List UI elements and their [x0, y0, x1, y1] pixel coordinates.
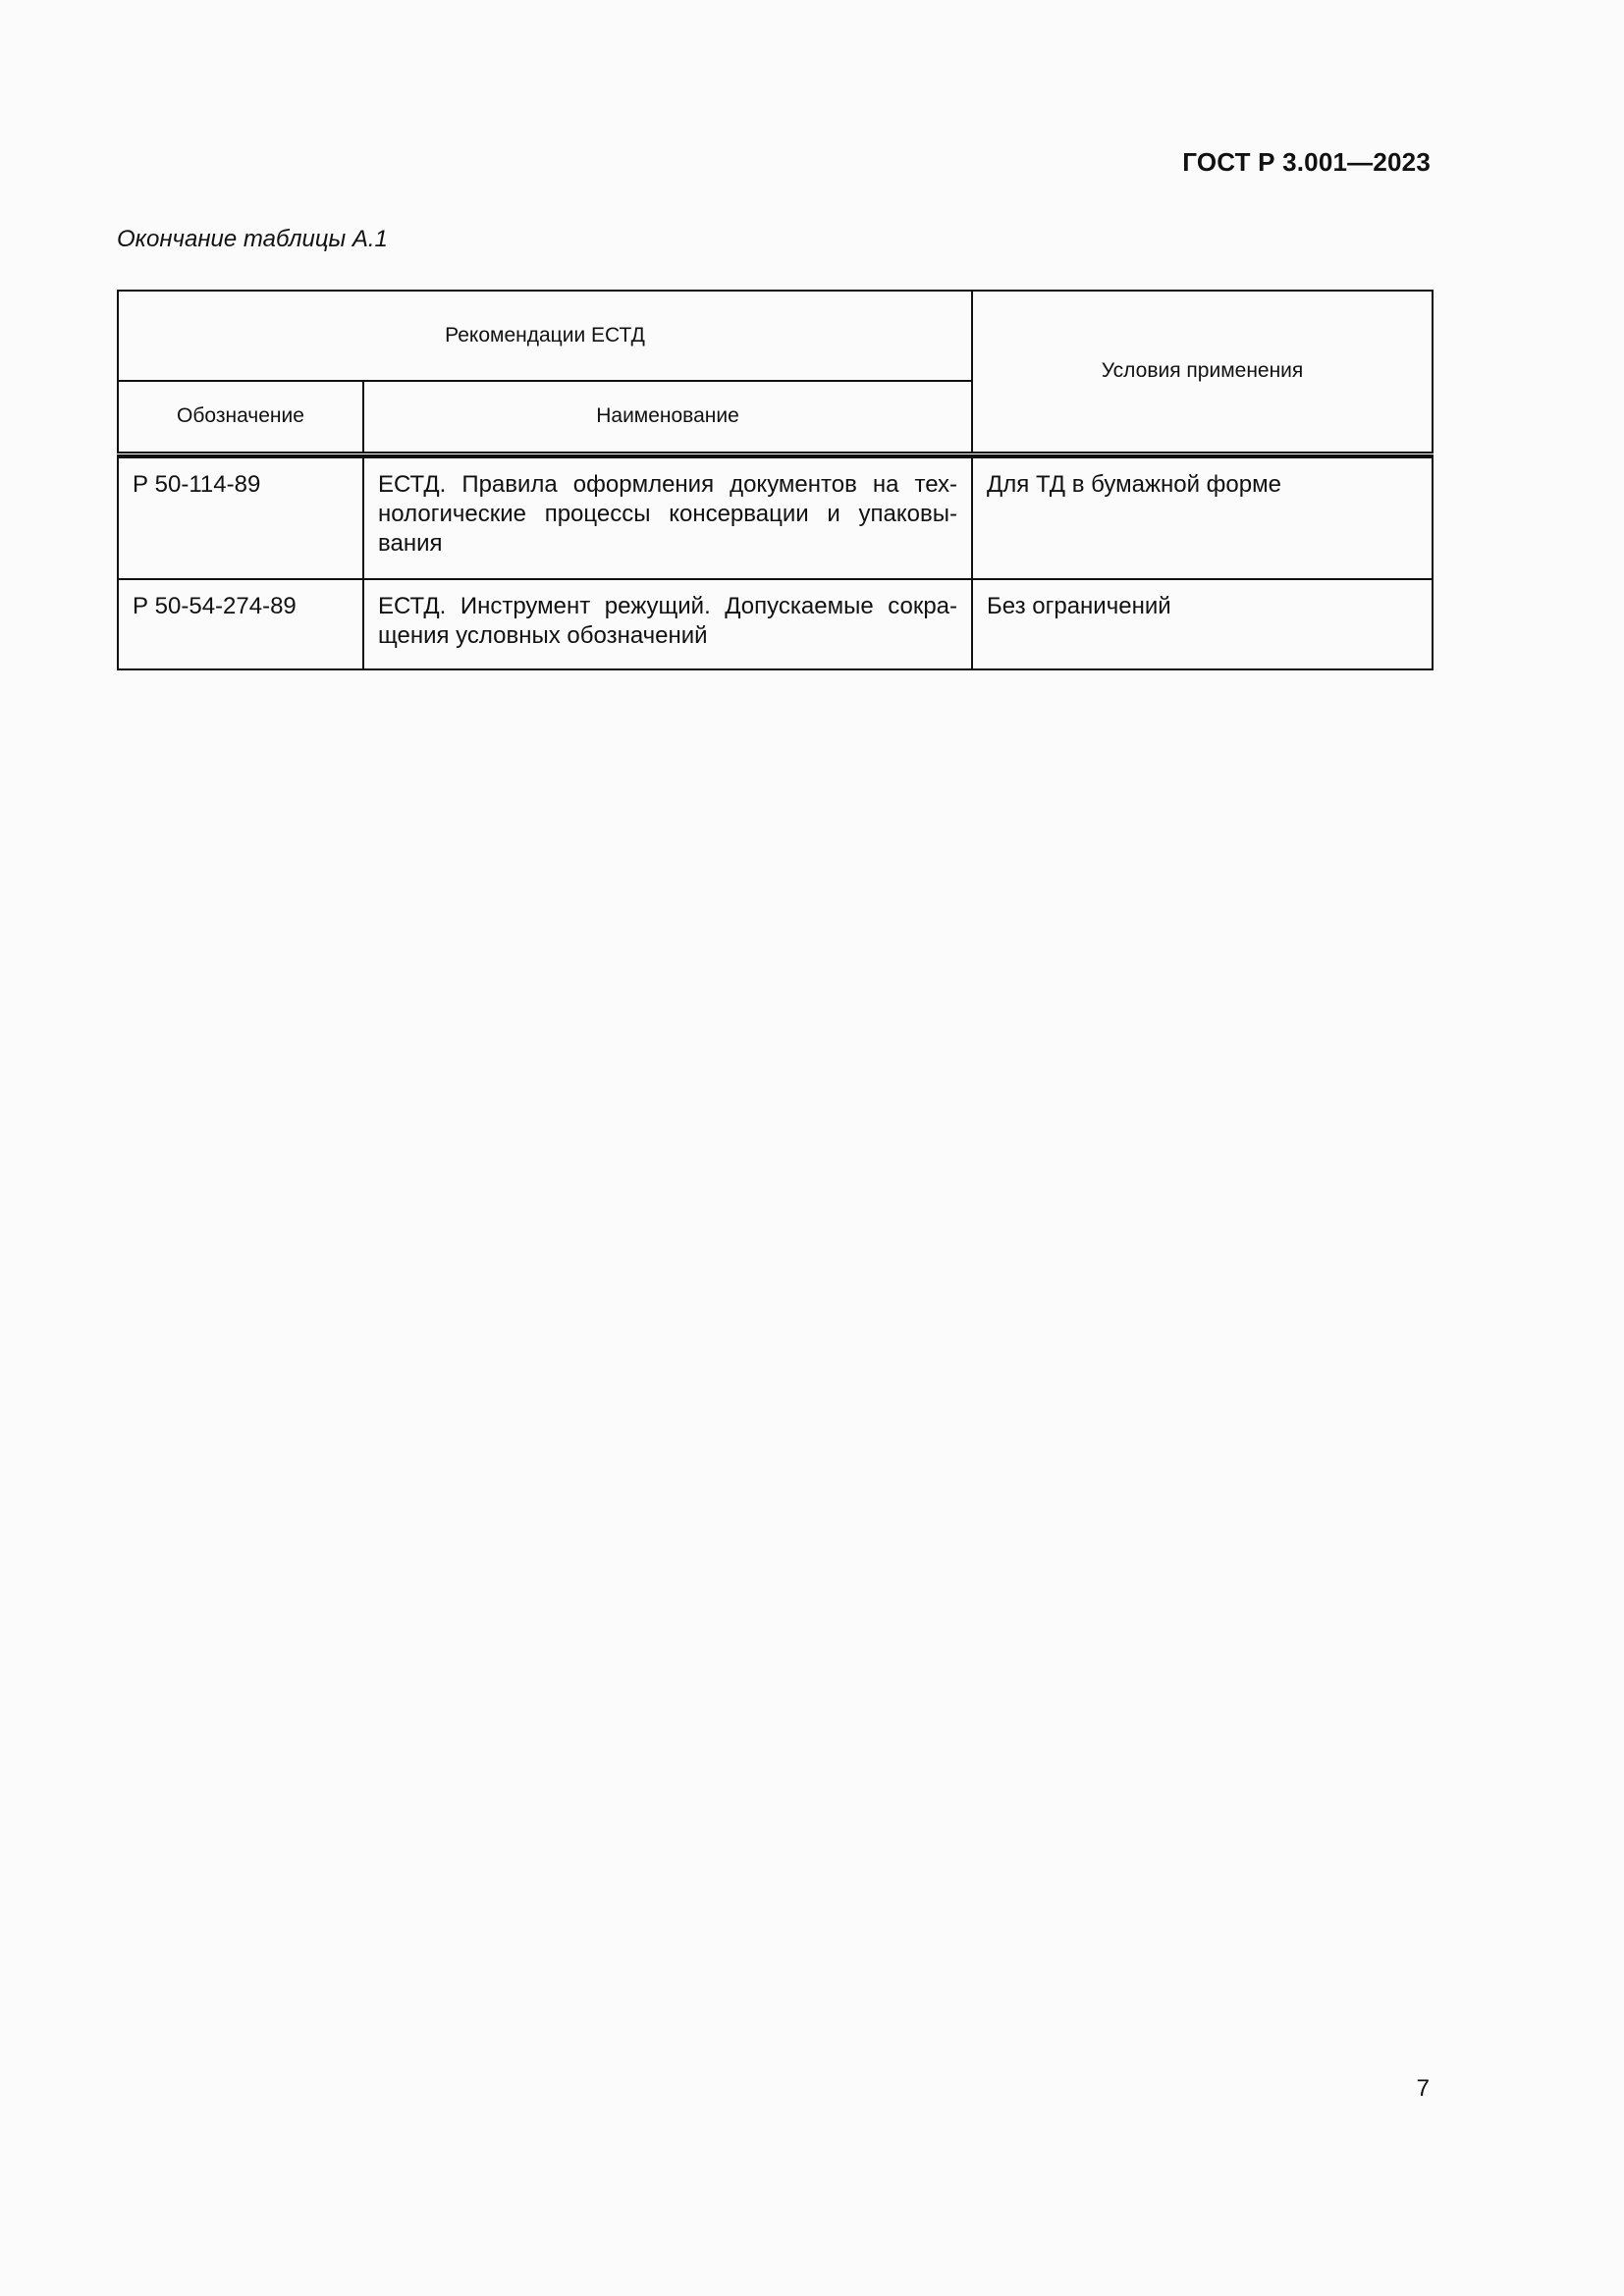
cell-name: ЕСТД. Правила оформления документов на технологические процессы консервации и упаковывания [363, 457, 972, 579]
document-code: ГОСТ Р 3.001—2023 [1182, 147, 1431, 177]
table-caption: Окончание таблицы А.1 [117, 226, 388, 252]
cell-conditions: Для ТД в бумажной форме [972, 457, 1433, 579]
column-header-conditions: Условия применения [972, 291, 1433, 454]
table-row [118, 579, 1433, 669]
group-header-recommendations: Рекомендации ЕСТД [118, 291, 972, 381]
cell-name: ЕСТД. Инструмент режущий. Допускаемые сокращения условных обозначений [363, 579, 972, 669]
page-number: 7 [1416, 2075, 1430, 2102]
cell-designation: Р 50-114-89 [118, 457, 363, 579]
column-header-designation: Обозначение [118, 381, 363, 454]
standards-table [117, 290, 1434, 670]
column-header-name: Наименование [363, 381, 972, 454]
standards-table-container [117, 290, 1432, 670]
cell-designation: Р 50-54-274-89 [118, 579, 363, 669]
table-row [118, 457, 1433, 579]
cell-conditions: Без ограничений [972, 579, 1433, 669]
